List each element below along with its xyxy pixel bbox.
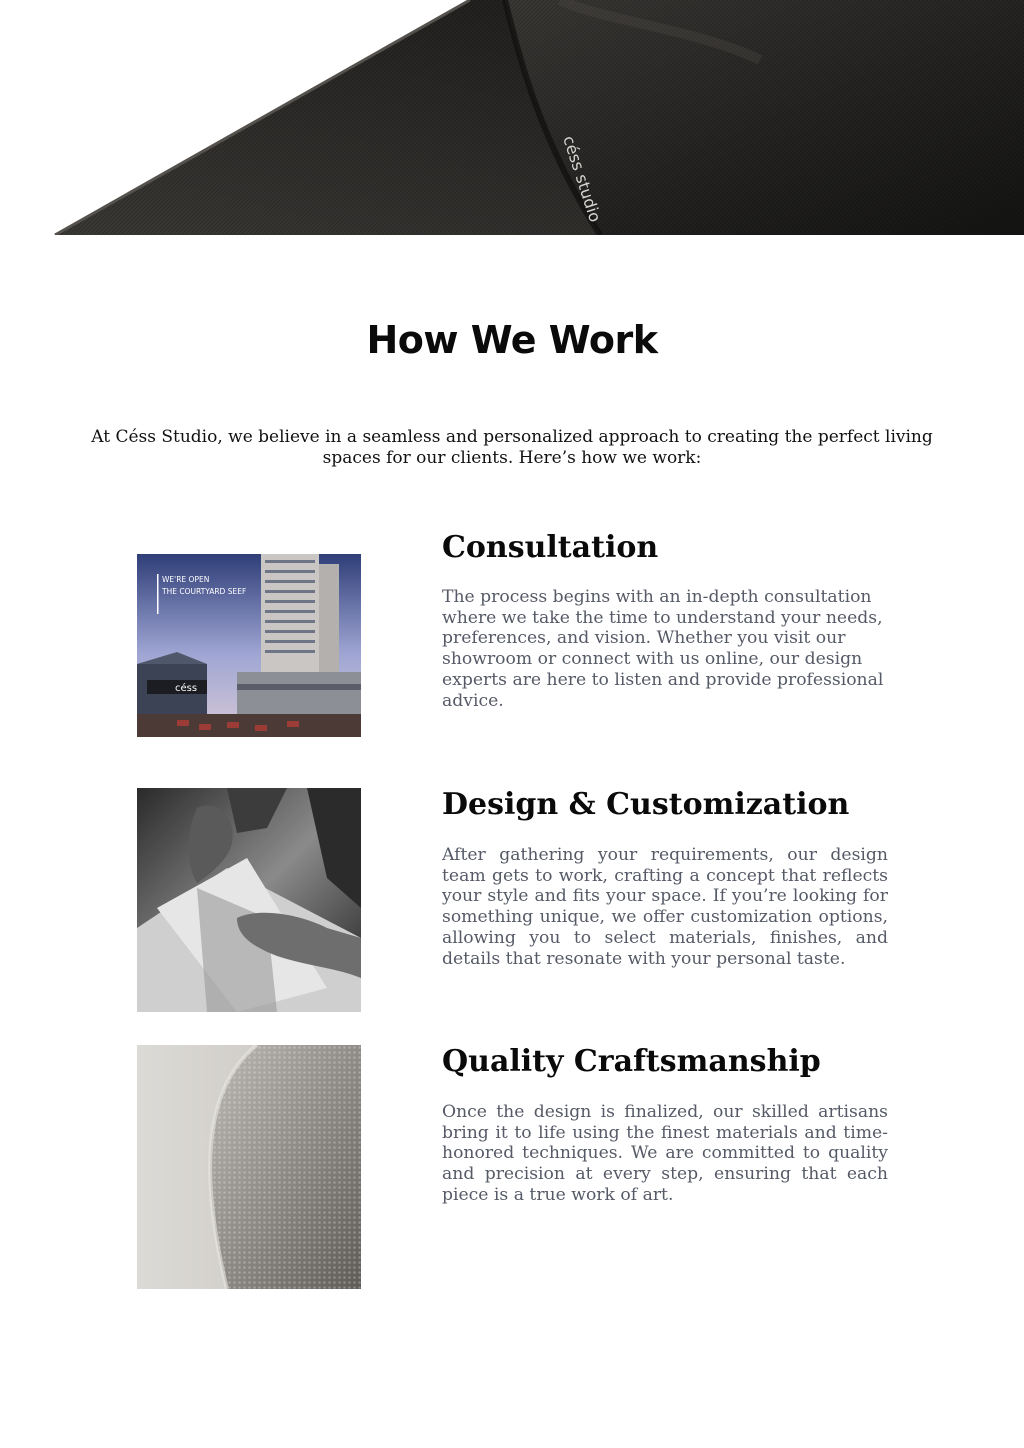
storefront-sign: céss [175, 683, 198, 694]
step-heading-craftsmanship: Quality Craftsmanship [442, 1044, 821, 1079]
craftsman-hands-photo [137, 788, 361, 1012]
step-heading-consultation: Consultation [442, 530, 659, 565]
brand-tag-text: céss studio [559, 133, 605, 225]
hero-image [0, 0, 1024, 235]
step-text-consultation: The process begins with an in-depth consultation where we take the time to understand your needs, preferences, and vision. Whether you visit our showroom or connect with us online, our design experts are here to listen and provide professional advice. [442, 587, 884, 711]
step-text-craftsmanship: Once the design is finalized, our skilled artisans bring it to life using the finest materials and time- honored techniques. We are committed to quality and precision at every step, ensuring that each piece is a true work of art. [442, 1102, 888, 1205]
fabric-texture-photo [137, 1045, 361, 1289]
photo-caption-location: THE COURTYARD SEEF [162, 587, 247, 596]
showroom-photo [137, 554, 361, 737]
page-title: How We Work [366, 318, 658, 362]
step-text-design: After gathering your requirements, our design team gets to work, crafting a concept that reflects your style and fits your space. If you’re looking for something unique, we offer customization options, allowing you to select materials, finishes, and details that resonate with your personal taste. [442, 845, 888, 969]
step-heading-design: Design & Customization [442, 787, 850, 822]
photo-caption-open: WE'RE OPEN [162, 575, 210, 584]
intro-paragraph: At Céss Studio, we believe in a seamless and personalized approach to creating the perfect living spaces for our clients. Here’s how we work: [91, 427, 933, 468]
